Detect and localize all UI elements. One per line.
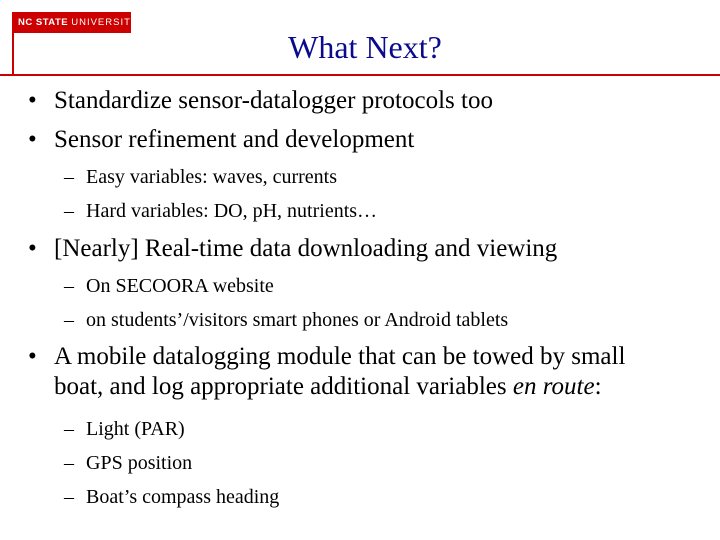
bullet-dot: • (28, 235, 37, 262)
sub-bullet-item (64, 451, 704, 475)
sub-bullet-dash: – (64, 166, 74, 188)
bullet-dot: • (28, 343, 37, 370)
bullet-text: Standardize sensor-datalogger protocols too (54, 87, 493, 114)
bullet-item (28, 86, 708, 116)
sub-bullet-item (64, 417, 704, 441)
sub-bullet-text: on students’/visitors smart phones or Android tablets (86, 309, 509, 331)
sub-bullet-dash: – (64, 418, 74, 440)
sub-bullet-text: On SECOORA website (86, 275, 274, 297)
sub-bullet-item (64, 308, 704, 332)
logo-text-bold: NC STATE (18, 17, 69, 28)
bullet-text-line-1: A mobile datalogging module that can be towed by small (54, 343, 626, 370)
bullet-text: Sensor refinement and development (54, 126, 415, 153)
sub-bullet-item (64, 165, 704, 189)
bullet-dot: • (28, 126, 37, 153)
sub-bullet-text: Easy variables: waves, currents (86, 166, 338, 188)
sub-bullet-item (64, 274, 704, 298)
bullet-dot: • (28, 87, 37, 114)
bullet-item (28, 125, 708, 155)
bullet-text: [Nearly] Real-time data downloading and viewing (54, 235, 558, 262)
bullet-text-suffix: : (594, 373, 602, 400)
bullet-text-emphasis: en route (512, 373, 595, 400)
sub-bullet-text: Hard variables: DO, pH, nutrients… (86, 200, 378, 222)
sub-bullet-dash: – (64, 452, 74, 474)
sub-bullet-text: Light (PAR) (86, 418, 185, 440)
slide-title: What Next? (288, 29, 442, 65)
sub-bullet-dash: – (64, 200, 74, 222)
sub-bullet-item (64, 485, 704, 509)
bullet-item (28, 234, 708, 264)
sub-bullet-dash: – (64, 275, 74, 297)
bullet-item (28, 342, 708, 402)
sub-bullet-text: GPS position (86, 452, 193, 474)
sub-bullet-dash: – (64, 309, 74, 331)
sub-bullet-text: Boat’s compass heading (86, 486, 280, 508)
logo-text-light: UNIVERSITY (71, 17, 139, 28)
sub-bullet-item (64, 199, 704, 223)
sub-bullet-dash: – (64, 486, 74, 508)
bullet-text-line-2: boat, and log appropriate additional variables (54, 373, 513, 400)
bullet-text (54, 342, 625, 402)
